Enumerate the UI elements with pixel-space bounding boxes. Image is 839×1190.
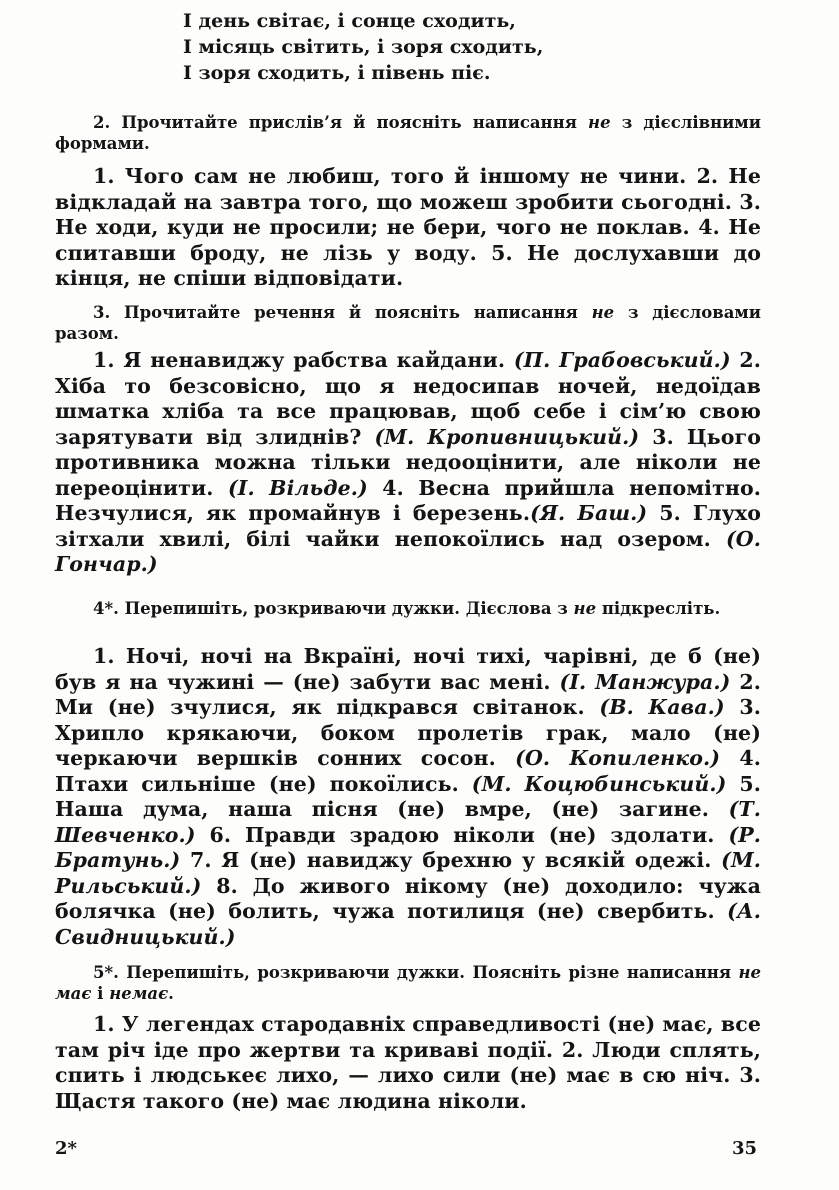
- author: (І. Манжура.): [559, 669, 731, 694]
- exercise-5-text: 1. У легендах стародавніх справедливості (не) має, все там річ іде про жертви та криваві події. 2. Люди сплять, спить і людськеє лихо, — лихо сили (не) має в сю ніч. 3. Щастя такого (не) має людина ніколи.: [55, 1012, 761, 1113]
- poem: [183, 8, 543, 86]
- author: (О. Гончар.): [55, 526, 761, 576]
- author: (А. Свидницький.): [55, 899, 761, 949]
- author: (І. Вільде.): [227, 475, 368, 500]
- exercise-3-text: 1. Я ненавиджу рабства кайдани. (П. Грабовський.) 2. Хіба то безсовісно, що я недосипав ночей, недоїдав шматка хліба та все працював, щоб себе і сім’ю свою зарятувати від злиднів? (М. Кропивницький.) 3. Цього противника можна тільки недооцінити, але ніколи не переоцінити. (І. Вільде.) 4. Весна прийшла непомітно. Незчулися, як промайнув і березень.(Я. Баш.) 5. Глухо зітхали хвилі, білі чайки непокоїлись над озером. (О. Гончар.): [55, 348, 762, 576]
- poem-line: І зоря сходить, і півень піє.: [183, 62, 491, 84]
- author: (М. Рильський.): [55, 848, 761, 898]
- author: (Р. Братунь.): [55, 822, 761, 872]
- author: (П. Грабовський.): [513, 348, 731, 372]
- author: (М. Кропивницький.): [374, 424, 640, 449]
- author: (Т. Шевченко.): [55, 797, 761, 847]
- exercise-2-text: 1. Чого сам не любиш, того й іншому не чини. 2. Не відкладай на завтра того, що можеш зробити сьогодні. 3. Не ходи, куди не просили; не бери, чого не поклав. 4. Не спитавши броду, не лізь у воду. 5. Не дослухавши до кінця, не спіши відповідати.: [55, 164, 761, 290]
- author: (М. Коцюбинський.): [471, 771, 727, 796]
- exercise-5-task: 5*. Перепишіть, розкриваючи дужки. Поясніть різне написання не має і немає.: [55, 963, 761, 1003]
- exercise-2-task: 2. Прочитайте прислів’я й поясніть написання не з дієслівними формами.: [55, 113, 761, 153]
- exercise-4-text: 1. Ночі, ночі на Вкраїні, ночі тихі, чарівні, де б (не) був я на чужині — (не) забути вас мені. (І. Манжура.) 2. Ми (не) зчулися, як підкрався світанок. (В. Кава.) 3. Хрипло крякаючи, боком пролетів грак, мало (не) черкаючи вершків сонних сосон. (О. Копиленко.) 4. Птахи сильніше (не) покоїлись. (М. Коцюбинський.) 5. Наша дума, наша пісня (не) вмре, (не) загине. (Т. Шевченко.) 6. Правди зрадою ніколи (не) здолати. (Р. Братунь.) 7. Я (не) навиджу брехню у всякій одежі. (М. Рильський.) 8. До живого нікому (не) доходило: чужа болячка (не) болить, чужа потилиця (не) свербить. (А. Свидницький.): [55, 644, 762, 949]
- poem-line: І місяць світить, і зоря сходить,: [183, 36, 544, 58]
- exercise-3-task: 3. Прочитайте речення й поясніть написання не з дієсловами разом.: [55, 303, 761, 343]
- exercise-4-task: 4*. Перепишіть, розкриваючи дужки. Дієслова з не підкресліть.: [93, 599, 721, 618]
- author: (О. Копиленко.): [515, 746, 721, 770]
- author: (В. Кава.): [599, 695, 725, 719]
- author: (Я. Баш.): [530, 501, 648, 525]
- poem-line: І день світає, і сонце сходить,: [183, 10, 516, 32]
- page-number: 35: [732, 1138, 758, 1159]
- signature-mark: 2*: [55, 1138, 77, 1159]
